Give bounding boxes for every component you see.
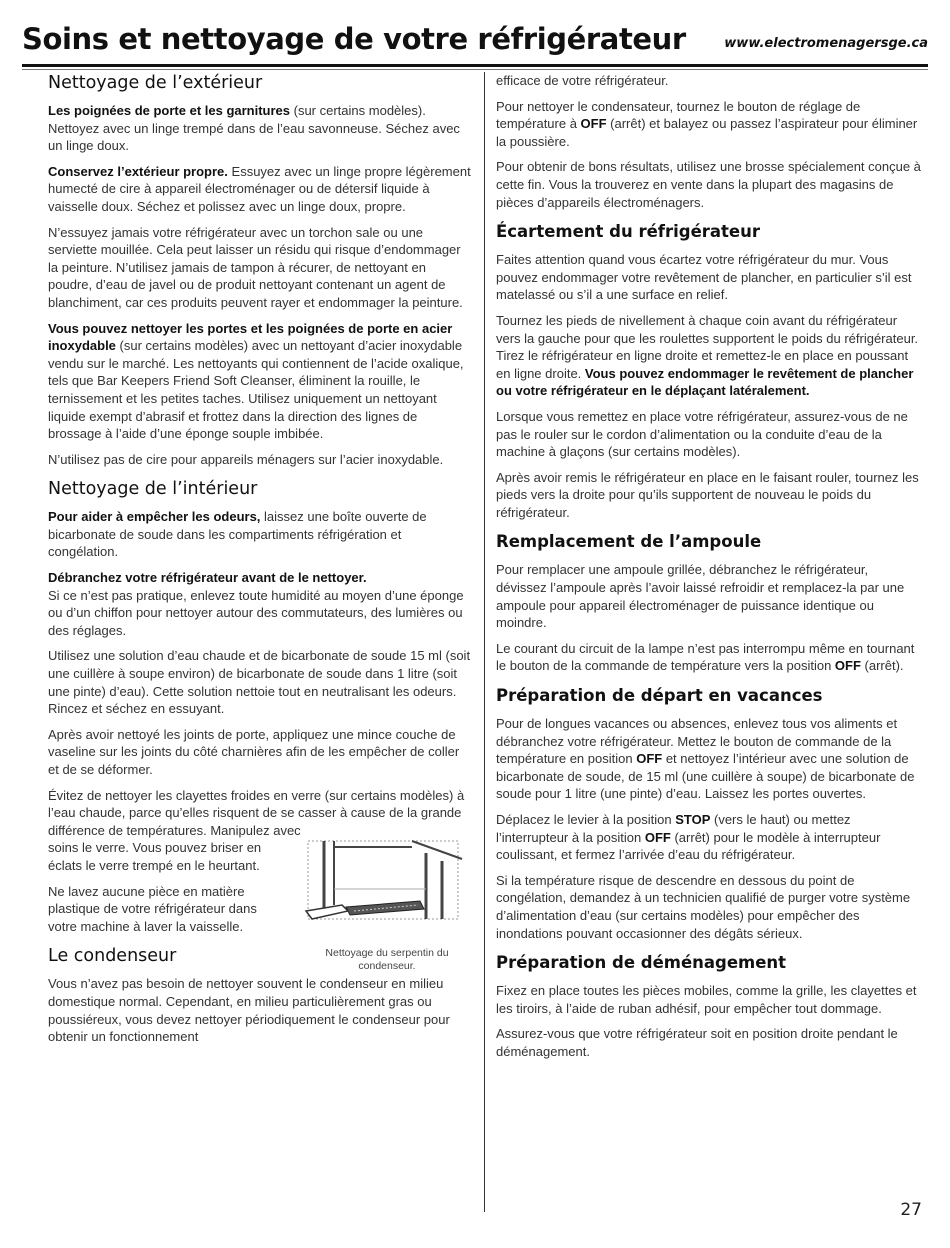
paragraph: Pour remplacer une ampoule grillée, débranchez le réfrigérateur, dévissez l’ampoule après l’avoir laissé refroidir et remplacez-la par une ampoule pour appareil électroménager de puissance identique ou moindre. [496,562,905,631]
section-heading-moving-fridge: Écartement du réfrigérateur [496,222,760,242]
paragraph: Après avoir nettoyé les joints de porte, appliquez une mince couche de vaseline sur les joints du côté charnières afin de les empêcher de coller et de se déformer. [48,726,460,777]
paragraph: Fixez en place toutes les pièces mobiles, comme la grille, les clayettes et les tiroirs, à l’aide de ruban adhésif, pour empêcher tout dommage. [496,983,917,1016]
paragraph: Vous n’avez pas besoin de nettoyer souvent le condenseur en milieu domestique normal. Cependant, en milieu particulièrement gras ou poussiéreux, vous devez nettoyer périodiquement le condenseur pour obtenir un fonctionnement [48,976,450,1045]
paragraph: N’utilisez pas de cire pour appareils ménagers sur l’acier inoxydable. [48,451,444,467]
bold-lead: Conservez l’extérieur propre. [48,163,228,179]
section-heading-moving: Préparation de déménagement [496,953,787,973]
paragraph: Si la température risque de descendre en dessous du point de congélation, demandez à un technicien qualifié de purger votre système d’alimentation d’eau (sur certains modèles) pour empêcher des inondations pouvant occasionner des dégâts sérieux. [496,872,911,941]
bold-lead: Débranchez votre réfrigérateur avant de le nettoyer. [48,570,367,586]
bold-lead: Vous pouvez nettoyer les portes et les poignées de porte en acier inoxydable [48,320,453,354]
paragraph: Pour nettoyer le condensateur, tournez le bouton de réglage de température à OFF (arrêt) et balayez ou passez l’aspirateur pour éliminer la poussière. [496,98,918,149]
section-heading-vacation: Préparation de départ en vacances [496,686,823,706]
page-header [22,22,928,70]
paragraph: Le courant du circuit de la lampe n’est pas interrompu même en tournant le bouton de la commande de température vers la position OFF (arrêt). [496,640,915,674]
column-divider [484,72,485,1212]
paragraph: Pour de longues vacances ou absences, enlevez tous vos aliments et débranchez votre réfrigérateur. Mettez le bouton de commande de la température en position OFF et nettoyez l’intérieur avec une solution de bicarbonate de soude, de 15 ml (une cuillère à soupe) de bicarbonate de soude pour 1 litre (une pinte) d’eau. Laissez les portes ouvertes. [496,716,915,802]
paragraph: Pour obtenir de bons résultats, utilisez une brosse spécialement conçue à cette fin. Vous la trouverez en vente dans la plupart des magasins de pièces d’appareils électroménagers. [496,159,921,210]
section-heading-exterior: Nettoyage de l’extérieur [48,73,263,93]
header-rule [22,64,928,67]
header-rule-thin [22,69,928,70]
paragraph: Assurez-vous que votre réfrigérateur soit en position droite pendant le déménagement. [496,1026,898,1059]
page-title: Soins et nettoyage de votre réfrigérateur [22,22,686,56]
paragraph: Conservez l’extérieur propre. Essuyez avec un linge propre légèrement humecté de cire à appareil électroménager ou de détersif liquide à vaisselle doux. Séchez et polissez avec un linge doux, propre. [48,163,471,214]
paragraph: Utilisez une solution d’eau chaude et de bicarbonate de soude 15 ml (soit une cuillère à soupe environ) de bicarbonate de soude dans 1 litre (soit une pinte) d’eau). Cette solution nettoie tout en neutralisant les odeurs. Rincez et séchez en essuyant. [48,648,471,717]
page-number: 27 [900,1200,922,1220]
paragraph: Les poignées de porte et les garnitures (sur certains modèles). Nettoyez avec un linge trempé dans de l’eau savonneuse. Séchez avec un linge doux. [48,103,460,154]
paragraph: soins le verre. Vous pouvez briser en éclats le verre trempé en le heurtant. [48,840,262,873]
condenser-illustration [302,839,472,947]
paragraph: Débranchez votre réfrigérateur avant de le nettoyer. Si ce n’est pas pratique, enlevez toute humidité au moyen d’une éponge ou d’un chiffon pour nettoyer autour des commutateurs, des lumières ou des réglages. [48,570,464,638]
bold-lead: Les poignées de porte et les garnitures [48,103,291,118]
paragraph: Lorsque vous remettez en place votre réfrigérateur, assurez-vous de ne pas le rouler sur le cordon d’alimentation ou la conduite d’eau de la machine à glaçons (sur certains modèles). [496,408,908,460]
figure-caption: Nettoyage du serpentin du condenseur. [325,947,449,973]
section-heading-condenser: Le condenseur [48,946,177,967]
bold-lead: Pour aider à empêcher les odeurs, [48,509,261,525]
section-heading-light-bulb: Remplacement de l’ampoule [496,532,762,552]
paragraph: N’essuyez jamais votre réfrigérateur avec un torchon sale ou une serviette mouillée. Cela peut laisser un résidu qui risque d’endommager la peinture. N’utilisez jamais de tampon à récurer, de nettoyant en poudre, d’eau de javel ou de produit nettoyant contenant un agent de blanchiment, car ces produits peuvent rayer et endommager la peinture. [48,224,463,310]
website-url: www.electromenagersge.ca [724,36,928,51]
section-heading-interior: Nettoyage de l’intérieur [48,479,258,500]
paragraph: Vous pouvez nettoyer les portes et les poignées de porte en acier inoxydable (sur certains modèles) avec un nettoyant d’acier inoxydable vendu sur le marché. Les nettoyants qui contiennent de l’acide oxalique, tels que Bar Keepers Friend Soft Cleanser, éliminent la rouille, le ternissement et les petites taches. Utilisez uniquement un nettoyant liquide exempt d’abrasif et frottez dans la direction des lignes de brossage à l’aide d’une éponge souple imbibée. [48,320,464,442]
paragraph: Faites attention quand vous écartez votre réfrigérateur du mur. Vous pouvez endommager votre revêtement de plancher, en particulier s’il est matelassé ou s’il a une surface en relief. [496,252,912,303]
paragraph: Évitez de nettoyer les clayettes froides en verre (sur certains modèles) à l’eau chaude, parce qu’elles risquent de se casser à cause de la grande différence de températures. Manipulez avec [48,787,465,838]
paragraph: efficace de votre réfrigérateur. [496,73,669,88]
right-column [496,72,922,1069]
paragraph: Déplacez le levier à la position STOP (vers le haut) ou mettez l’interrupteur à la position OFF (arrêt) pour le modèle à interrupteur coulissant, et fermez l’arrivée d’eau du réfrigérateur. [496,812,881,863]
paragraph: Après avoir remis le réfrigérateur en place en le faisant rouler, tournez les pieds vers la droite pour qu’ils supportent de nouveau le poids du réfrigérateur. [496,469,919,520]
left-column [48,72,472,1054]
paragraph: Pour aider à empêcher les odeurs, laissez une boîte ouverte de bicarbonate de soude dans les compartiments réfrigération et congélation. [48,509,427,560]
text-beside-figure [48,839,288,935]
paragraph: Tournez les pieds de nivellement à chaque coin avant du réfrigérateur vers la gauche pour que les roulettes supportent le poids du réfrigérateur. Tirez le réfrigérateur en ligne droite et remettez-le en place en poussant en ligne droite. Vous pouvez endommager le revêtement de plancher ou votre réfrigérateur en le déplaçant latéralement. [496,312,919,399]
paragraph: Ne lavez aucune pièce en matière plastique de votre réfrigérateur dans votre machine à laver la vaisselle. [48,883,257,934]
condenser-cleaning-figure [302,839,472,973]
